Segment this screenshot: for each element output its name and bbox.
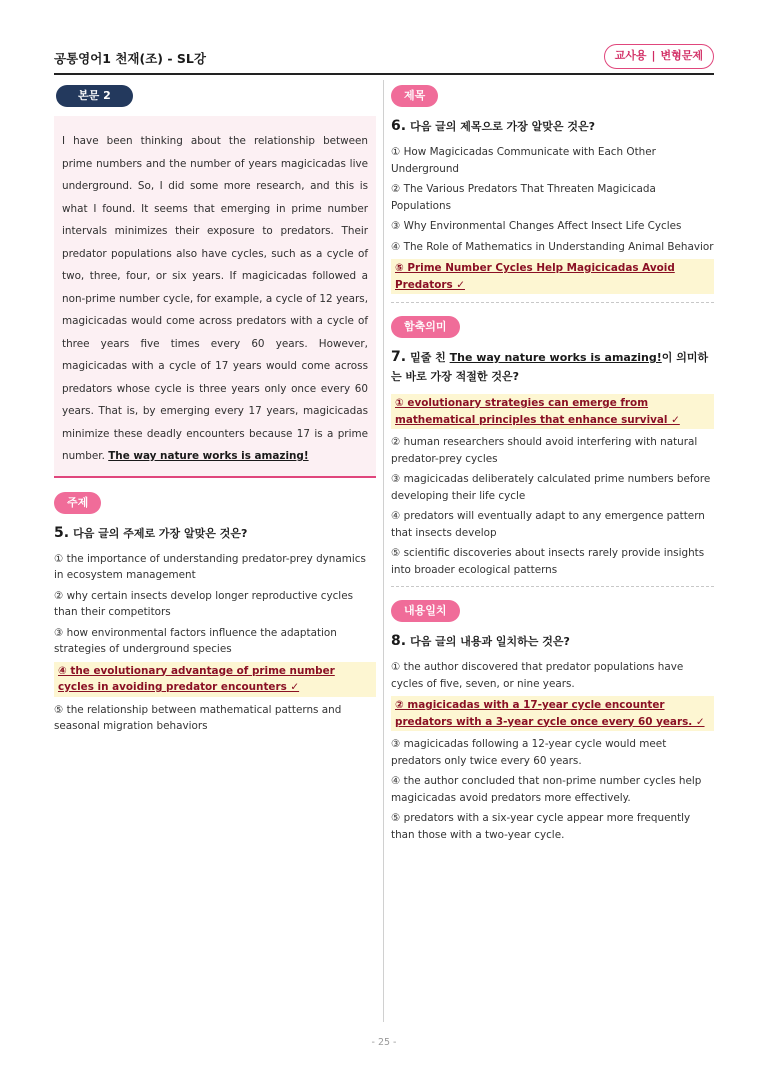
teacher-badge	[604, 44, 714, 69]
badge-variant-label: 변형문제	[660, 49, 703, 62]
q8-options	[391, 659, 714, 843]
q5-number: 5.	[54, 524, 70, 541]
q6-section	[391, 84, 714, 294]
q7-option: ③ magicicadas deliberately calculated prime numbers before developing their life cycle	[391, 473, 711, 502]
header-rule	[54, 73, 714, 75]
q6-title	[391, 117, 714, 136]
passage-body: I have been thinking about the relationship between prime numbers and the number of years magicicadas live underground. So, I did some more research, and this is what I found. It seems that emerging in prime number intervals minimizes their exposure to predators. Their predator populations also have cycles, such as a cycle of two, three, four, or six years. If magicicadas followed a non-prime number cycle, for example, a cycle of 12 years, magicicadas would come across predators with a cycle of three years five times every 60 years. However, magicicadas with a cycle of 17 years would come across predators whose cycle is three years only once every 60 years. That is, by emerging every 17 years, magicicadas minimize these deadly encounters because 17 is a prime number.	[62, 135, 368, 462]
q5-tag: 주제	[54, 492, 101, 514]
q7-prompt-pre: 밑줄 친	[410, 351, 450, 364]
q6-option: ① How Magicicadas Communicate with Each Other Underground	[391, 146, 656, 175]
section-divider	[391, 586, 714, 587]
passage-box	[54, 116, 376, 478]
q6-option: ③ Why Environmental Changes Affect Insect Life Cycles	[391, 220, 682, 232]
q5-option: ① the importance of understanding predator-prey dynamics in ecosystem management	[54, 552, 366, 581]
q6-number: 6.	[391, 118, 407, 134]
q6-prompt: 다음 글의 제목으로 가장 알맞은 것은?	[410, 120, 595, 133]
q7-option: ④ predators will eventually adapt to any emergence pattern that insects develop	[391, 510, 705, 539]
q7-option: ⑤ scientific discoveries about insects rarely provide insights into broader ecological patterns	[391, 547, 705, 576]
q7-prompt-underlined: The way nature works is amazing!	[449, 351, 662, 364]
q5-prompt: 다음 글의 주제로 가장 알맞은 것은?	[73, 526, 248, 540]
q8-section	[391, 599, 714, 843]
page-header	[54, 42, 714, 74]
q8-option: ① the author discovered that predator populations have cycles of five, seven, or nine years.	[391, 661, 684, 690]
badge-teacher-label: 교사용	[614, 49, 647, 62]
passage-underlined: The way nature works is amazing!	[108, 450, 309, 462]
q8-tag: 내용일치	[391, 600, 460, 622]
left-column	[54, 84, 376, 739]
passage-text	[62, 130, 368, 468]
q6-tag: 제목	[391, 85, 438, 107]
badge-separator: |	[651, 49, 656, 62]
q8-prompt: 다음 글의 내용과 일치하는 것은?	[410, 635, 570, 648]
q8-correct-option: ② magicicadas with a 17-year cycle encounter predators with a 3-year cycle once every 60 years. ✓	[391, 696, 714, 731]
q5-option: ③ how environmental factors influence the adaptation strategies of underground species	[54, 626, 337, 655]
column-divider	[383, 80, 384, 1022]
passage-label: 본문 2	[56, 85, 133, 107]
q5-title	[54, 524, 376, 543]
q8-option: ⑤ predators with a six-year cycle appear more frequently than those with a two-year cycle.	[391, 812, 691, 841]
right-column	[391, 84, 714, 847]
q8-number: 8.	[391, 633, 407, 649]
q8-option: ④ the author concluded that non-prime number cycles help magicicadas avoid predators more effectively.	[391, 775, 702, 804]
q5-option: ② why certain insects develop longer reproductive cycles than their competitors	[54, 589, 353, 618]
q7-title	[391, 348, 714, 386]
q6-options	[391, 144, 714, 294]
section-divider	[391, 302, 714, 303]
q7-options	[391, 394, 714, 578]
course-title: 공통영어1 천재(조) - SL강	[54, 51, 206, 66]
q7-number: 7.	[391, 349, 407, 365]
q8-option: ③ magicicadas following a 12-year cycle would meet predators only twice every 60 years.	[391, 738, 667, 767]
q7-tag: 함축의미	[391, 316, 460, 338]
q7-section	[391, 315, 714, 578]
q6-correct-option: ⑤ Prime Number Cycles Help Magicicadas Avoid Predators ✓	[391, 259, 714, 294]
q5-section	[54, 491, 376, 735]
q5-option: ⑤ the relationship between mathematical patterns and seasonal migration behaviors	[54, 703, 342, 732]
q7-option: ② human researchers should avoid interfering with natural predator-prey cycles	[391, 436, 698, 465]
q8-title	[391, 632, 714, 651]
q5-options	[54, 551, 376, 735]
q5-correct-option: ④ the evolutionary advantage of prime number cycles in avoiding predator encounters ✓	[54, 662, 376, 697]
q7-prompt-post: 이 의미하는 바로 가장 적절한 것은?	[391, 351, 709, 383]
q7-correct-option: ① evolutionary strategies can emerge from mathematical principles that enhance survival ✓	[391, 394, 714, 429]
q6-option: ② The Various Predators That Threaten Magicicada Populations	[391, 183, 656, 212]
q6-option: ④ The Role of Mathematics in Understanding Animal Behavior	[391, 240, 714, 253]
page-number: - 25 -	[371, 1037, 397, 1048]
